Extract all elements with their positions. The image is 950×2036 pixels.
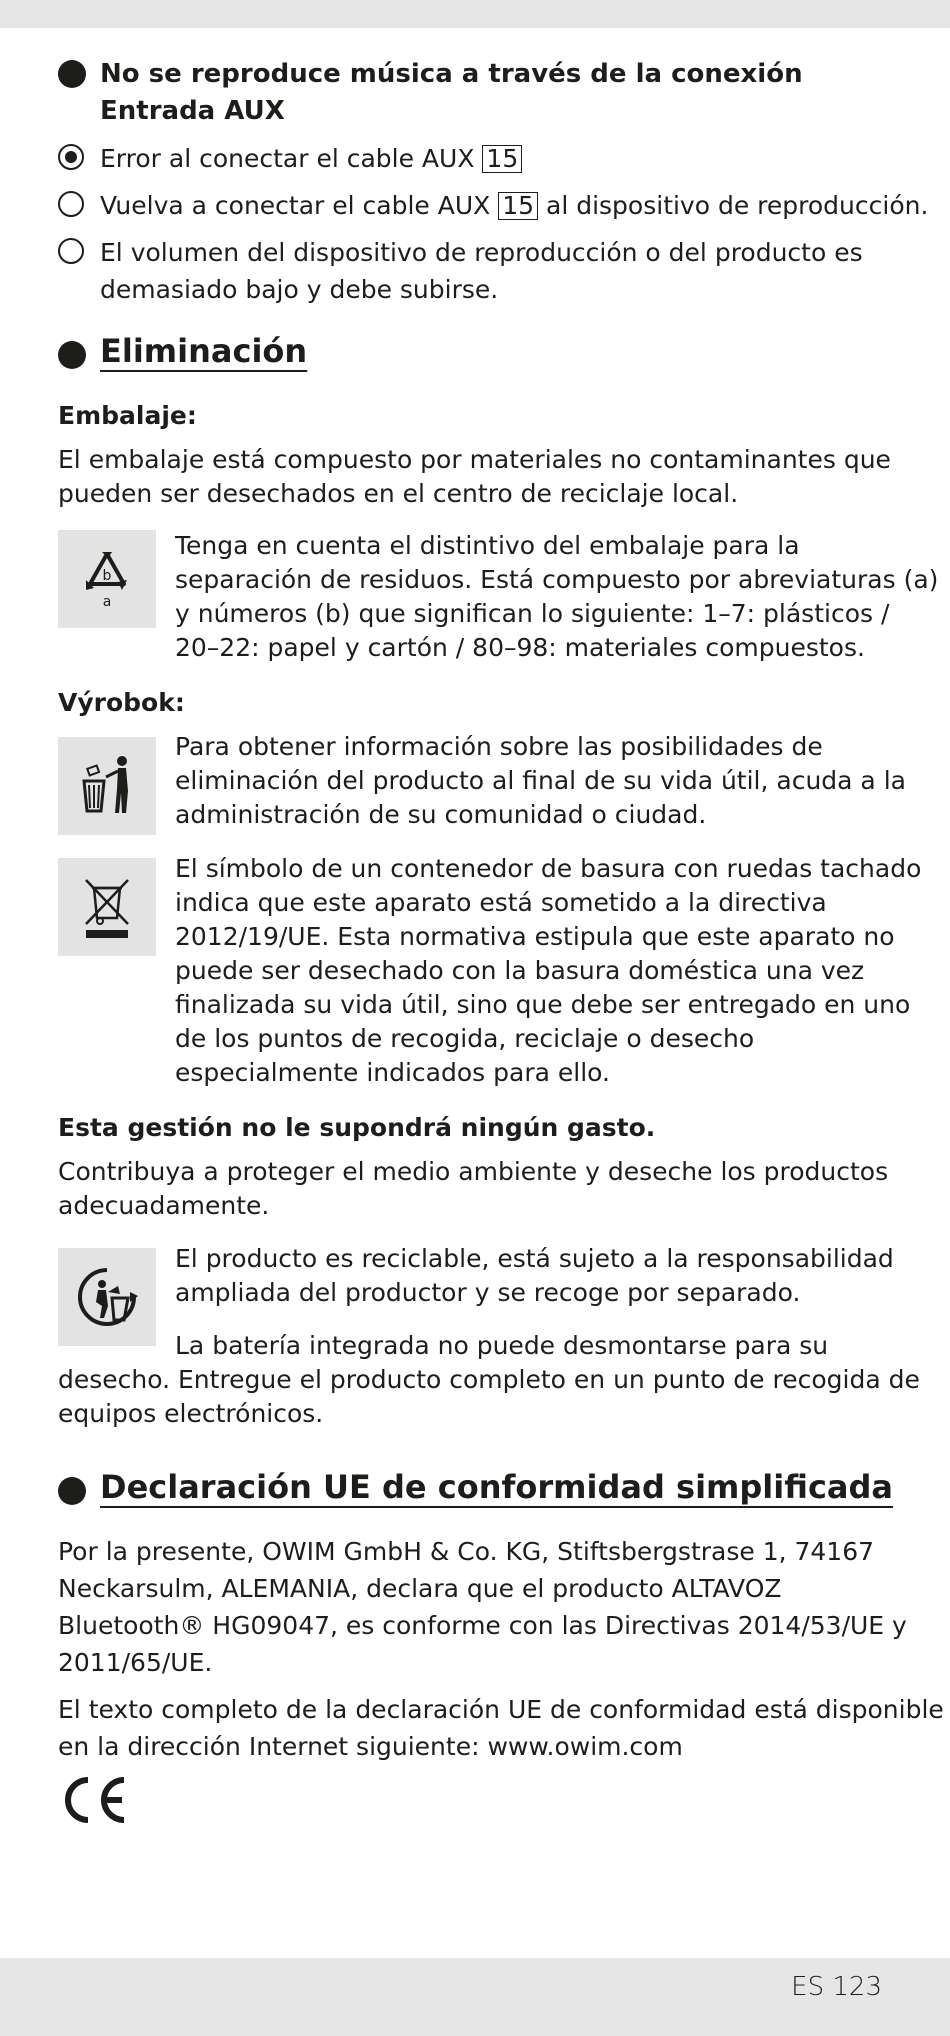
marking-line: Tenga en cuenta el distintivo del embalaje para la xyxy=(175,531,800,560)
protect-line1: Contribuya a proteger el medio ambiente y deseche los productos xyxy=(58,1157,889,1186)
product-info-line: eliminación del producto al final de su vida útil, acuda a la xyxy=(175,766,906,795)
recycle-code-a: a xyxy=(102,594,112,610)
litter-bin-icon xyxy=(72,751,142,821)
fix-bullet xyxy=(58,191,84,217)
marking-line: y números (b) que significan lo siguiente: 1–7: plásticos / xyxy=(175,599,890,628)
recycling-code-icon xyxy=(58,530,156,628)
weee-line: puede ser desechado con la basura doméstica una vez xyxy=(175,956,865,985)
recycle-code-b: b xyxy=(102,568,112,584)
declaration-line: Bluetooth® HG09047, es conforme con las Directivas 2014/53/UE y xyxy=(58,1611,907,1640)
bullet-filled xyxy=(58,341,86,369)
product-info-line: administración de su comunidad o ciudad. xyxy=(175,800,707,829)
declaration-line: 2011/65/UE. xyxy=(58,1648,213,1677)
declaration-full-text-line1: El texto completo de la declaración UE de conformidad está disponible xyxy=(58,1695,944,1724)
fix2-line1: El volumen del dispositivo de reproducción o del producto es xyxy=(100,238,863,267)
declaration-line: Neckarsulm, ALEMANIA, declara que el producto ALTAVOZ xyxy=(58,1574,782,1603)
recyclable-line2: ampliada del productor y se recoge por separado. xyxy=(175,1278,801,1307)
declaration-line: Por la presente, OWIM GmbH & Co. KG, Stiftsbergstrase 1, 74167 xyxy=(58,1537,875,1566)
weee-line: El símbolo de un contenedor de basura con ruedas tachado xyxy=(175,854,922,883)
battery-line2: desecho. Entregue el producto completo en un punto de recogida de xyxy=(58,1365,920,1394)
ce-mark xyxy=(58,1774,130,1826)
battery-line3: equipos electrónicos. xyxy=(58,1399,324,1428)
packaging-line2: pueden ser desechados en el centro de reciclaje local. xyxy=(58,479,739,508)
page-number: ES 123 xyxy=(791,1972,882,2002)
declaration-heading: Declaración UE de conformidad simplificada xyxy=(100,1468,894,1506)
packaging-title: Embalaje: xyxy=(58,401,197,430)
crossed-wheelie-bin-icon xyxy=(72,872,142,942)
weee-crossed-bin-icon xyxy=(58,858,156,956)
part-ref: 15 xyxy=(482,145,522,173)
no-cost-note: Esta gestión no le supondrá ningún gasto. xyxy=(58,1113,656,1142)
disposal-heading: Eliminación xyxy=(100,332,308,370)
weee-line: de los puntos de recogida, reciclaje o desecho xyxy=(175,1024,755,1053)
cause-text xyxy=(100,142,522,176)
recycle-triangle-icon xyxy=(72,544,142,614)
declaration-full-text-line2: en la dirección Internet siguiente: www.owim.com xyxy=(58,1732,683,1761)
triman-recyclable-icon xyxy=(58,1248,156,1346)
ce-mark-icon xyxy=(58,1774,130,1826)
fix2-line2: demasiado bajo y debe subirse. xyxy=(100,275,499,304)
bullet-filled xyxy=(58,60,86,88)
cause-bullet xyxy=(58,144,84,170)
part-ref: 15 xyxy=(498,192,538,220)
protect-line2: adecuadamente. xyxy=(58,1191,270,1220)
fix1-text xyxy=(100,189,928,223)
top-band xyxy=(0,0,950,28)
trouble-heading-line2: Entrada AUX xyxy=(100,96,285,126)
trouble-heading-line1: No se reproduce música a través de la conexión xyxy=(100,59,803,89)
product-title: Výrobok: xyxy=(58,688,185,717)
cause-text-prefix: Error al conectar el cable AUX xyxy=(100,144,475,173)
triman-icon xyxy=(72,1262,142,1332)
weee-line: especialmente indicados para ello. xyxy=(175,1058,610,1087)
fix1-suffix: al dispositivo de reproducción. xyxy=(546,191,929,220)
weee-line: 2012/19/UE. Esta normativa estipula que este aparato no xyxy=(175,922,895,951)
marking-line: 20–22: papel y cartón / 80–98: materiales compuestos. xyxy=(175,633,865,662)
fix-bullet xyxy=(58,238,84,264)
fix1-prefix: Vuelva a conectar el cable AUX xyxy=(100,191,491,220)
weee-line: finalizada su vida útil, sino que debe ser entregado en uno xyxy=(175,990,911,1019)
recyclable-line1: El producto es reciclable, está sujeto a la responsabilidad xyxy=(175,1244,894,1273)
marking-line: separación de residuos. Está compuesto por abreviaturas (a) xyxy=(175,565,939,594)
battery-line1: La batería integrada no puede desmontarse para su xyxy=(175,1331,829,1360)
product-info-line: Para obtener información sobre las posibilidades de xyxy=(175,732,823,761)
weee-line: indica que este aparato está sometido a la directiva xyxy=(175,888,827,917)
waste-bin-person-icon xyxy=(58,737,156,835)
bullet-filled xyxy=(58,1477,86,1505)
packaging-line1: El embalaje está compuesto por materiales no contaminantes que xyxy=(58,445,891,474)
